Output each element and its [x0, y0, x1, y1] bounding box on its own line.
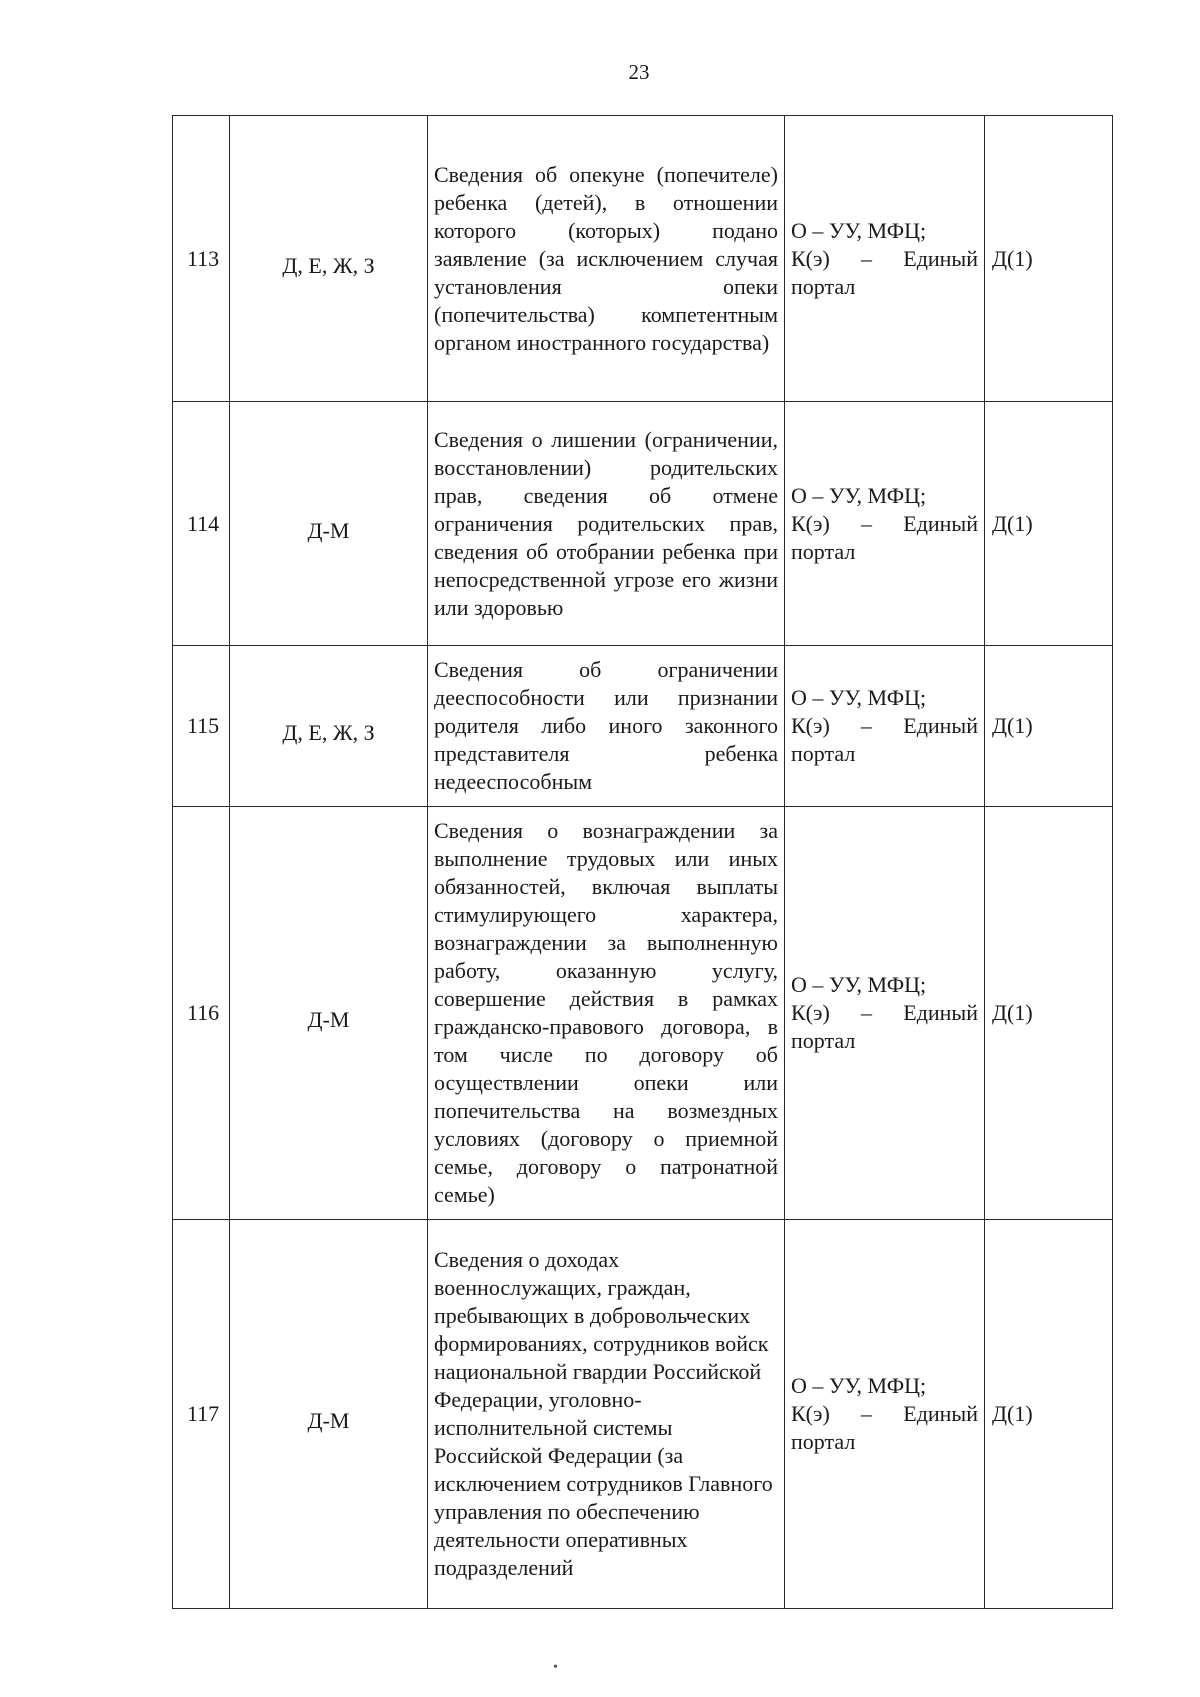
frequency-cell: Д(1) [985, 116, 1113, 402]
frequency-cell: Д(1) [985, 1220, 1113, 1609]
source-line-1: О – УУ, МФЦ; [791, 482, 927, 508]
frequency-cell: Д(1) [985, 646, 1113, 807]
source-cell [785, 807, 985, 1220]
table-row [173, 807, 1113, 1220]
source-line-2: К(э) – Единый [791, 510, 978, 536]
category-codes: Д-М [230, 402, 428, 646]
source-line-1: О – УУ, МФЦ; [791, 972, 927, 997]
frequency-cell: Д(1) [985, 402, 1113, 646]
source-line-2: К(э) – Единый [791, 1000, 978, 1025]
page-number: 23 [628, 60, 650, 84]
table-row [173, 402, 1113, 646]
category-codes: Д-М [230, 1220, 428, 1609]
category-codes: Д, Е, Ж, З [230, 646, 428, 807]
description-cell: Сведения о вознаграждении за выполнение трудовых или иных обязанностей, включая выплаты стимулирующего характера, вознаграждении за выполненную работу, оказанную услугу, совершение действия в рамках гражданско-правового договора, в том числе по договору об осуществлении опеки или попечительства на возмездных условиях (договору о приемной семье, договору о патронатной семье) [428, 807, 785, 1220]
data-table [172, 115, 1113, 1609]
source-line-1: О – УУ, МФЦ; [791, 217, 927, 243]
source-line-3: портал [791, 273, 856, 299]
source-line-1: О – УУ, МФЦ; [791, 1373, 927, 1398]
description-cell: Сведения об опекуне (попечителе) ребенка (детей), в отношении которого (которых) подано заявление (за исключением случая установления опеки (попечительства) компетентным органом иностранного государства) [428, 116, 785, 402]
category-codes: Д-М [230, 807, 428, 1220]
source-cell [785, 402, 985, 646]
source-line-3: портал [791, 1429, 856, 1454]
source-line-3: портал [791, 1028, 856, 1053]
row-number: 116 [173, 807, 230, 1220]
row-number: 117 [173, 1220, 230, 1609]
source-line-2: К(э) – Единый [791, 713, 978, 738]
source-line-2: К(э) – Единый [791, 1401, 978, 1426]
table-row [173, 646, 1113, 807]
row-number: 115 [173, 646, 230, 807]
source-line-3: портал [791, 538, 856, 564]
row-number: 114 [173, 402, 230, 646]
source-cell [785, 116, 985, 402]
frequency-cell: Д(1) [985, 807, 1113, 1220]
scan-speck: • [553, 1660, 558, 1675]
table-row [173, 116, 1113, 402]
source-cell [785, 1220, 985, 1609]
row-number: 113 [173, 116, 230, 402]
source-line-1: О – УУ, МФЦ; [791, 685, 927, 710]
source-line-2: К(э) – Единый [791, 245, 978, 271]
source-cell [785, 646, 985, 807]
table-row [173, 1220, 1113, 1609]
category-codes: Д, Е, Ж, З [230, 116, 428, 402]
source-line-3: портал [791, 741, 856, 766]
description-cell: Сведения об ограничении дееспособности или признании родителя либо иного законного представителя ребенка недееспособным [428, 646, 785, 807]
description-cell: Сведения о лишении (ограничении, восстановлении) родительских прав, сведения об отмене ограничения родительских прав, сведения об отобрании ребенка при непосредственной угрозе его жизни или здоровью [428, 402, 785, 646]
description-cell: Сведения о доходах военнослужащих, граждан, пребывающих в добровольческих формированиях, сотрудников войск национальной гвардии Российской Федерации, уголовно-исполнительной системы Российской Федерации (за исключением сотрудников Главного управления по обеспечению деятельности оперативных подразделений [428, 1220, 785, 1609]
